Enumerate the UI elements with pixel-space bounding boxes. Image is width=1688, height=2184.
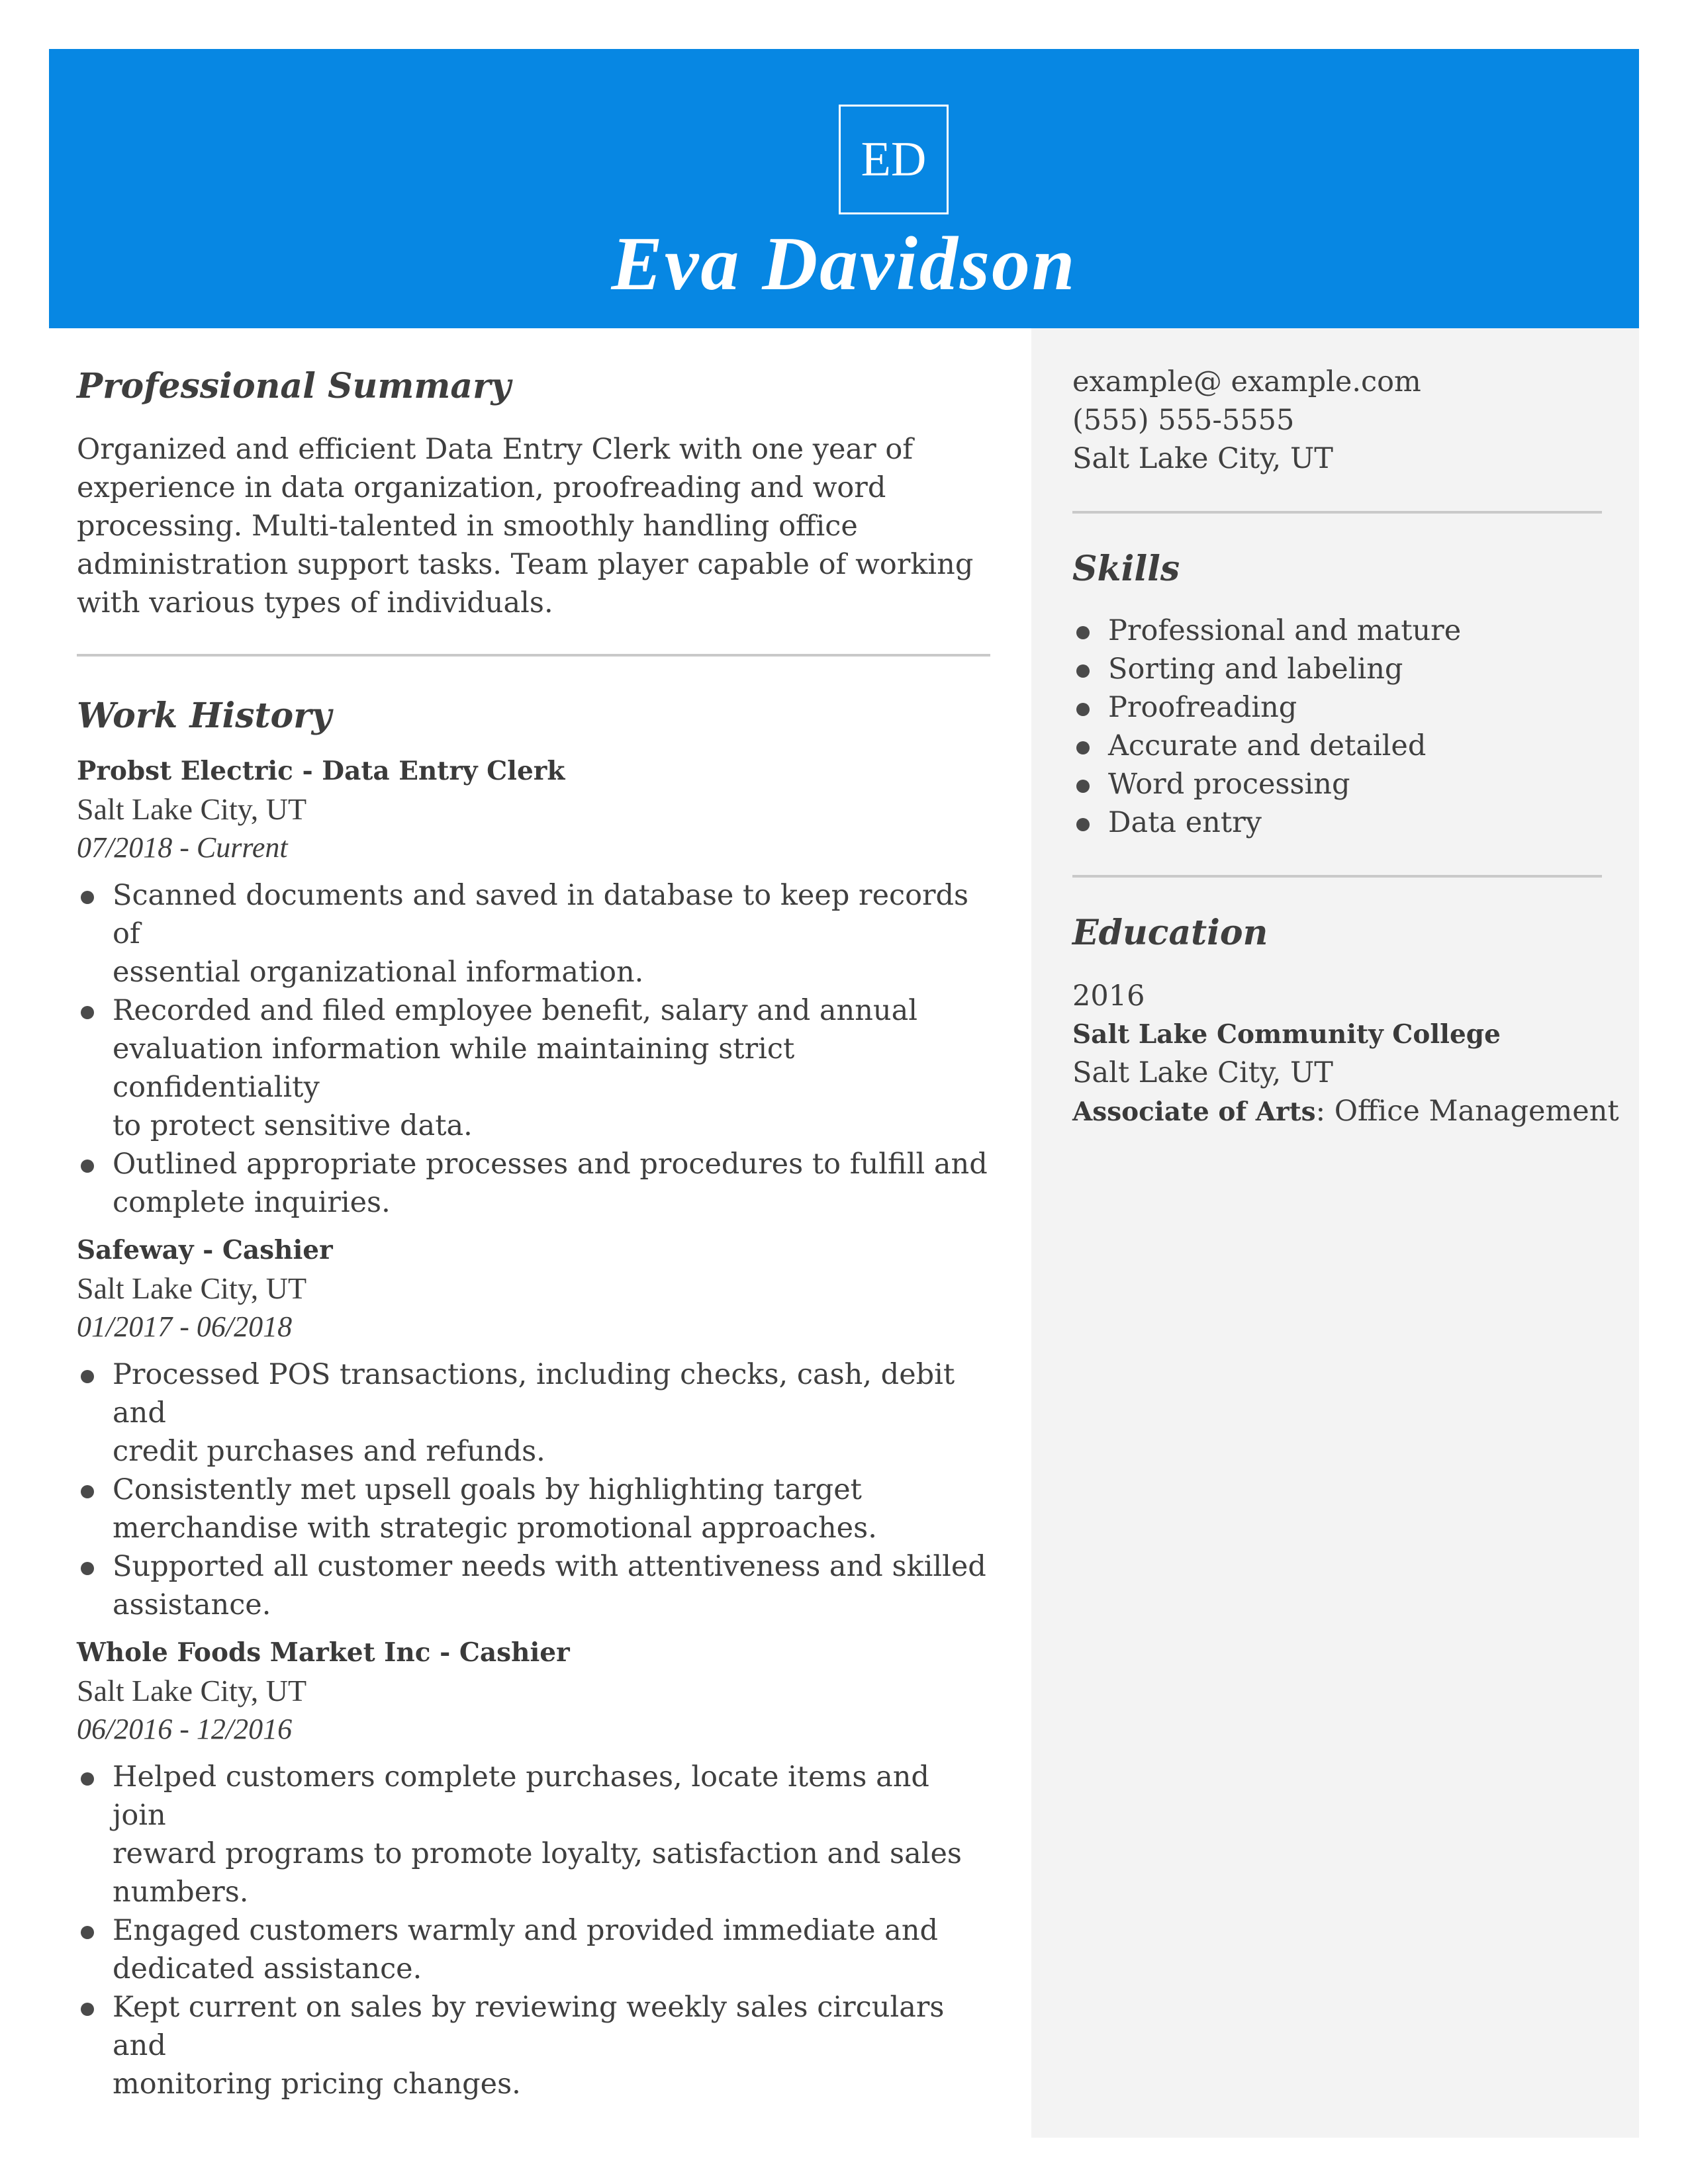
bullet-line: monitoring pricing changes. — [113, 2068, 521, 2101]
skill-label: Professional and mature — [1108, 614, 1462, 647]
skill-item — [1072, 727, 1602, 765]
bullet-line: dedicated assistance. — [113, 1952, 422, 1985]
bullet-dot-icon — [81, 1926, 94, 1939]
job-location: Salt Lake City, UT — [77, 792, 307, 826]
job-bullets — [77, 876, 990, 1222]
bullet-line: complete inquiries. — [113, 1186, 391, 1219]
education-degree — [1072, 1092, 1619, 1131]
job-bullet — [77, 1145, 990, 1222]
degree-separator: : — [1315, 1095, 1326, 1128]
skill-item — [1072, 688, 1602, 727]
bullet-dot-icon — [1076, 818, 1090, 831]
summary-heading: Professional Summary — [77, 366, 511, 406]
job-entry — [77, 1633, 990, 2103]
bullet-dot-icon — [81, 1160, 94, 1173]
degree-field: Office Management — [1325, 1095, 1619, 1128]
bullet-line: merchandise with strategic promotional approaches. — [113, 1512, 877, 1545]
job-location: Salt Lake City, UT — [77, 1674, 307, 1707]
skill-item — [1072, 612, 1602, 650]
candidate-name: Eva Davidson — [611, 222, 1077, 306]
bullet-line: Recorded and filed employee benefit, salary and annual — [113, 994, 918, 1027]
job-entry — [77, 752, 990, 1222]
summary-line: administration support tasks. Team player capable of working — [77, 548, 974, 581]
contact-location: Salt Lake City, UT — [1072, 442, 1333, 475]
section-divider — [77, 654, 990, 657]
skill-label: Accurate and detailed — [1108, 729, 1427, 762]
bullet-line: credit purchases and refunds. — [113, 1435, 545, 1468]
initials-monogram: ED — [839, 105, 949, 214]
contact-email: example@ example.com — [1072, 365, 1421, 398]
summary-line: experience in data organization, proofreading and word — [77, 471, 886, 504]
bullet-dot-icon — [81, 2003, 94, 2016]
job-title: Probst Electric - Data Entry Clerk — [77, 756, 565, 786]
job-location: Salt Lake City, UT — [77, 1271, 307, 1305]
skill-label: Word processing — [1108, 768, 1350, 801]
education-heading: Education — [1072, 913, 1268, 953]
education-year: 2016 — [1072, 979, 1145, 1013]
bullet-dot-icon — [81, 1485, 94, 1498]
bullet-line: Consistently met upsell goals by highlighting target — [113, 1473, 862, 1506]
job-dates: 07/2018 - Current — [77, 831, 288, 864]
skills-list — [1072, 612, 1602, 842]
bullet-dot-icon — [1076, 626, 1090, 639]
bullet-dot-icon — [81, 1006, 94, 1019]
bullet-line: Helped customers complete purchases, locate items and join — [113, 1760, 929, 1832]
job-bullets — [77, 1355, 990, 1624]
job-dates: 01/2017 - 06/2018 — [77, 1310, 293, 1343]
bullet-dot-icon — [1076, 780, 1090, 793]
skills-heading: Skills — [1072, 549, 1180, 589]
job-entry — [77, 1231, 990, 1624]
bullet-line: essential organizational information. — [113, 956, 644, 989]
summary-line: with various types of individuals. — [77, 586, 553, 619]
skill-item — [1072, 650, 1602, 688]
bullet-line: Kept current on sales by reviewing weekly sales circulars and — [113, 1991, 945, 2062]
bullet-dot-icon — [1076, 741, 1090, 754]
job-bullet — [77, 991, 990, 1145]
job-title: Whole Foods Market Inc - Cashier — [77, 1637, 570, 1668]
job-bullet — [77, 1355, 990, 1471]
job-bullet — [77, 1547, 990, 1624]
bullet-line: numbers. — [113, 1876, 249, 1909]
bullet-dot-icon — [81, 1370, 94, 1383]
skill-item — [1072, 803, 1602, 842]
job-bullet — [77, 1988, 990, 2103]
skill-item — [1072, 765, 1602, 803]
contact-phone: (555) 555-5555 — [1072, 404, 1295, 437]
bullet-dot-icon — [1076, 664, 1090, 678]
contact-block — [1072, 363, 1602, 478]
education-entry — [1072, 977, 1619, 1131]
skill-label: Sorting and labeling — [1108, 653, 1403, 686]
bullet-dot-icon — [81, 1772, 94, 1786]
bullet-dot-icon — [1076, 703, 1090, 716]
resume-header — [49, 49, 1639, 328]
job-bullet — [77, 876, 990, 991]
bullet-dot-icon — [81, 891, 94, 904]
bullet-dot-icon — [81, 1562, 94, 1575]
bullet-line: evaluation information while maintaining strict confidentiality — [113, 1032, 795, 1104]
bullet-line: Outlined appropriate processes and procedures to fulfill and — [113, 1148, 988, 1181]
job-title: Safeway - Cashier — [77, 1235, 333, 1265]
degree-label: Associate of Arts — [1072, 1097, 1316, 1127]
job-bullet — [77, 1758, 990, 1911]
skill-label: Proofreading — [1108, 691, 1297, 724]
summary-line: processing. Multi-talented in smoothly handling office — [77, 510, 858, 543]
bullet-line: to protect sensitive data. — [113, 1109, 473, 1142]
work-history-heading: Work History — [77, 696, 332, 736]
bullet-line: Processed POS transactions, including checks, cash, debit and — [113, 1358, 955, 1430]
skill-label: Data entry — [1108, 806, 1262, 839]
bullet-line: Scanned documents and saved in database to keep records of — [113, 879, 969, 950]
side-column — [1072, 363, 1619, 1131]
main-column — [77, 363, 990, 2103]
job-bullet — [77, 1911, 990, 1988]
education-school: Salt Lake Community College — [1072, 1019, 1501, 1050]
job-bullet — [77, 1471, 990, 1547]
job-bullets — [77, 1758, 990, 2103]
job-dates: 06/2016 - 12/2016 — [77, 1713, 293, 1745]
summary-line: Organized and efficient Data Entry Clerk with one year of — [77, 433, 914, 466]
bullet-line: Supported all customer needs with attentiveness and skilled — [113, 1550, 986, 1583]
education-location: Salt Lake City, UT — [1072, 1056, 1333, 1089]
bullet-line: assistance. — [113, 1588, 271, 1621]
section-divider — [1072, 875, 1602, 878]
bullet-line: Engaged customers warmly and provided immediate and — [113, 1914, 939, 1947]
summary-text — [77, 430, 990, 622]
bullet-line: reward programs to promote loyalty, satisfaction and sales — [113, 1837, 962, 1870]
section-divider — [1072, 511, 1602, 514]
